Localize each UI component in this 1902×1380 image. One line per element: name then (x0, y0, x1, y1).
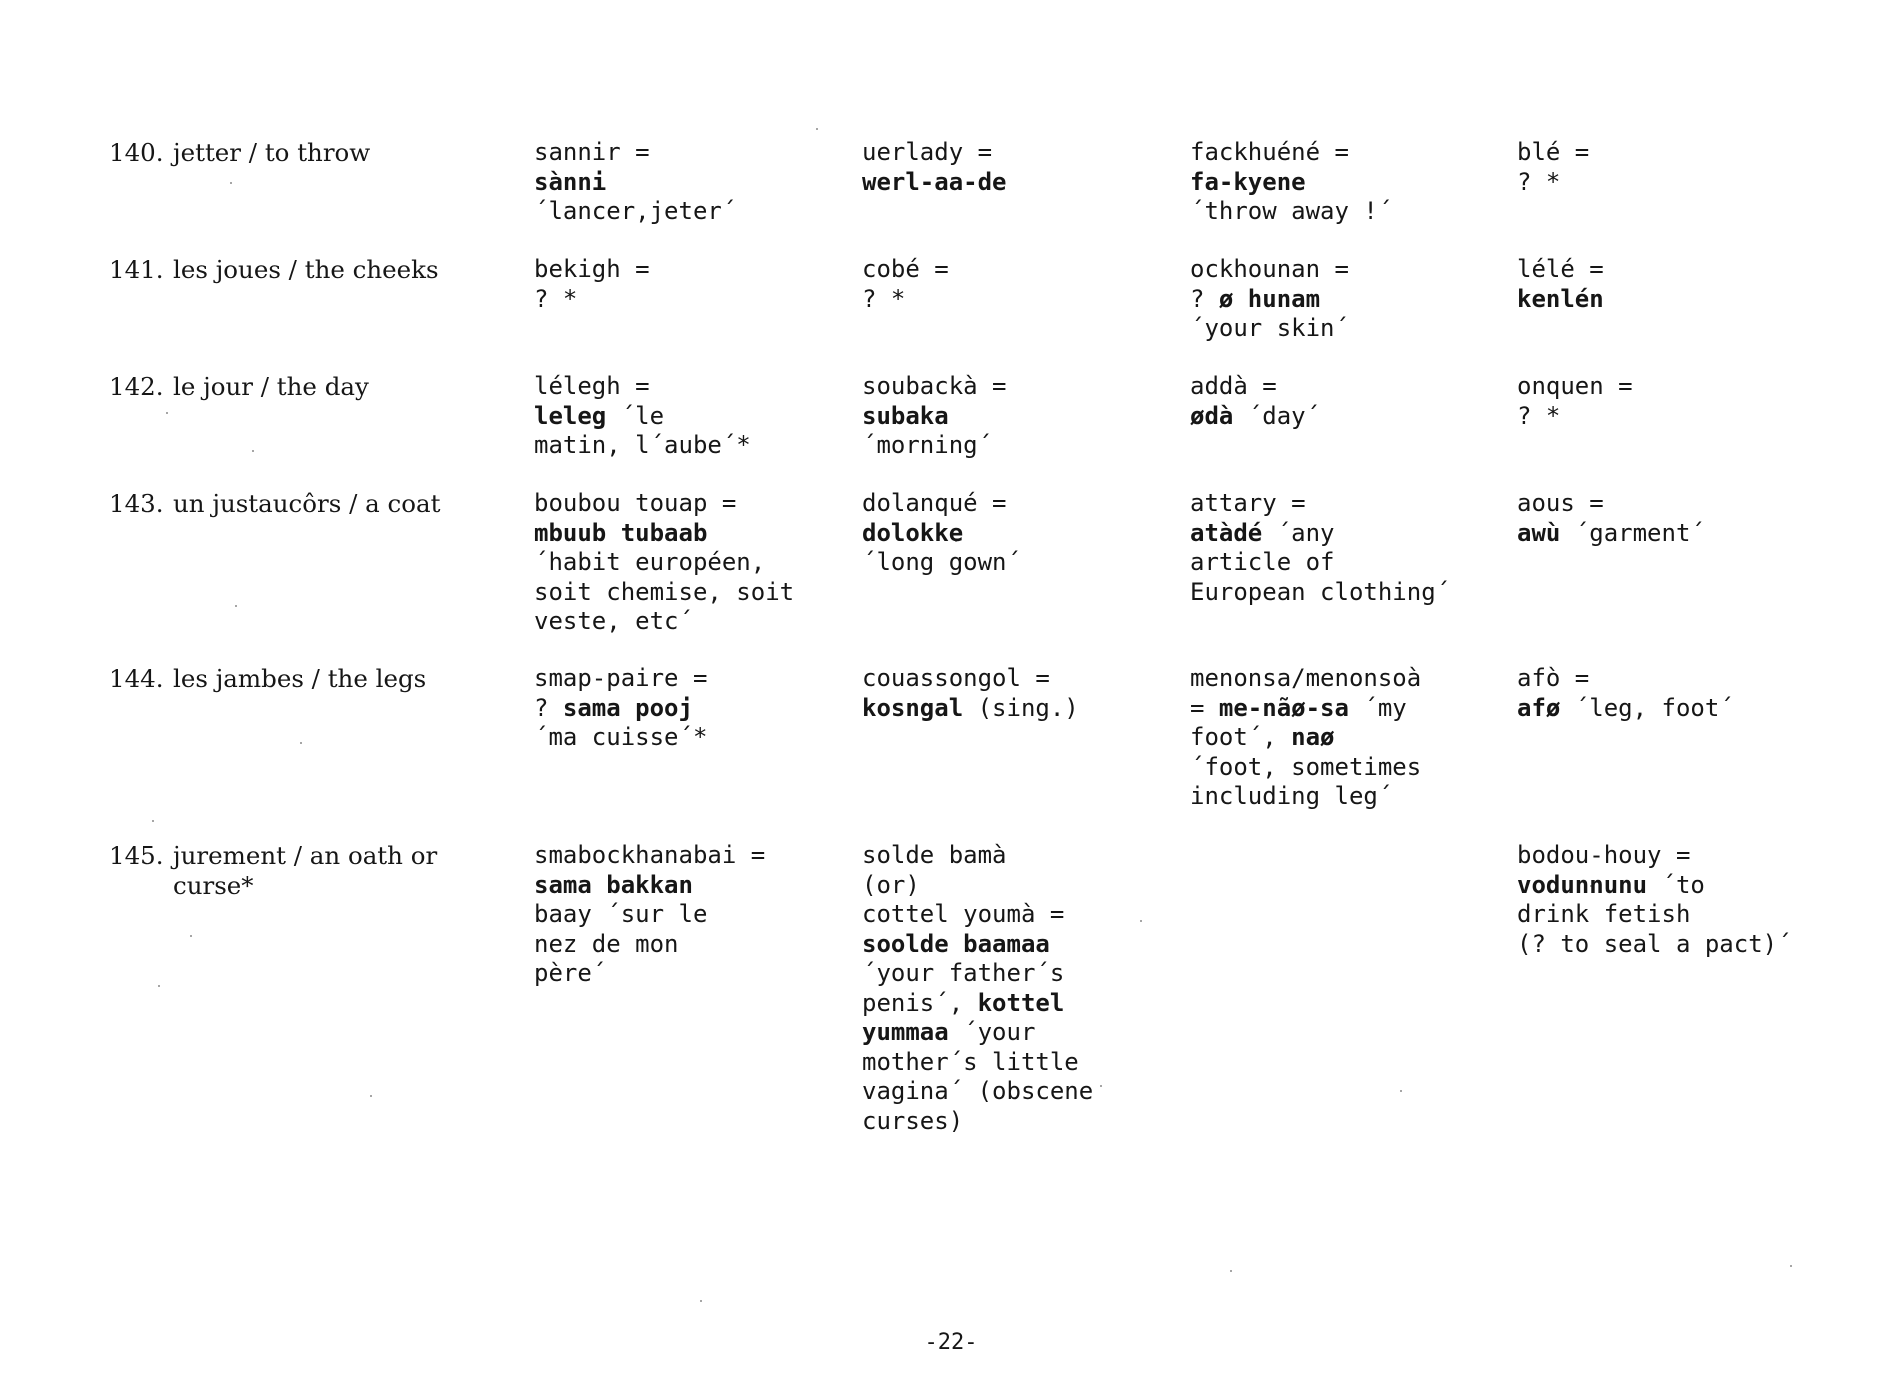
language-2-cell (862, 138, 1007, 197)
cell-text: ´ma cuisse´* (534, 723, 708, 751)
gloss-text: le jour / the day (173, 372, 369, 401)
cell-text: sannir = (534, 138, 650, 166)
cell-text: (? to seal a pact)´ (1517, 929, 1792, 958)
gloss-text: un justaucôrs / a coat (173, 489, 441, 518)
transcription-text: atàdé (1190, 518, 1263, 547)
entry-number: 145. (109, 841, 164, 870)
language-1-cell (534, 138, 736, 227)
language-1-cell (534, 372, 751, 461)
transcription-text: dolokke (862, 518, 964, 547)
cell-text: ´your father´s (862, 959, 1065, 987)
transcription-text: fa-kyene (1190, 167, 1306, 196)
cell-text: ´lancer,jeter´ (534, 197, 737, 225)
language-4-cell (1517, 664, 1734, 723)
cell-text: including leg´ (1190, 782, 1393, 810)
cell-text: ockhounan = (1190, 255, 1349, 283)
cell-text: solde bamà (862, 841, 1007, 869)
language-4-cell (1517, 372, 1633, 431)
language-4-cell (1517, 489, 1705, 548)
cell-text: (or) (862, 870, 920, 899)
cell-text: matin, l´aube´* (534, 431, 751, 459)
cell-text: article of (1190, 548, 1335, 576)
transcription-text: subaka (862, 401, 949, 430)
cell-text: couassongol = (862, 664, 1050, 692)
cell-text: cottel youmà = (862, 900, 1065, 928)
language-3-cell (1190, 372, 1320, 431)
gloss-cell (109, 489, 440, 519)
cell-text: ´le (606, 401, 665, 430)
cell-text: ? * (534, 284, 578, 313)
cell-text: ´my (1348, 693, 1407, 722)
gloss-cell (109, 372, 369, 402)
entry-number: 144. (109, 664, 164, 693)
cell-text: lélé = (1517, 255, 1604, 283)
cell-text: smap-paire = (534, 664, 708, 692)
gloss-text: les joues / the cheeks (173, 255, 439, 284)
cell-text: vagina´ (obscene (862, 1077, 1094, 1105)
transcription-text: afø (1517, 693, 1561, 722)
entry-number: 143. (109, 489, 164, 518)
gloss-text: les jambes / the legs (173, 664, 427, 693)
language-3-cell (1190, 138, 1392, 227)
transcription-text: sama bakkan (534, 870, 693, 899)
language-4-cell (1517, 138, 1589, 197)
cell-text: ´any (1262, 518, 1335, 547)
transcription-text: soolde baamaa (862, 929, 1050, 958)
cell-text: penis´, (862, 988, 978, 1017)
language-1-cell (534, 664, 707, 753)
language-1-cell (534, 255, 650, 314)
language-3-cell (1190, 664, 1421, 812)
cell-text: nez de mon (534, 929, 679, 958)
gloss-cell (109, 664, 426, 694)
language-2-cell (862, 255, 949, 314)
language-3-cell (1190, 255, 1349, 344)
language-3-cell (1190, 489, 1450, 607)
cell-text: curses) (862, 1106, 964, 1135)
cell-text: smabockhanabai = (534, 841, 766, 869)
transcription-text: ø hunam (1218, 284, 1321, 313)
transcription-text: me-nãø-sa (1218, 693, 1349, 722)
cell-text: ´foot, sometimes (1190, 752, 1422, 781)
gloss-cell (109, 255, 439, 285)
cell-text: fackhuéné = (1190, 138, 1349, 166)
cell-text: ? * (862, 284, 906, 313)
cell-text: dolanqué = (862, 489, 1007, 517)
cell-text: ? * (1517, 167, 1561, 196)
transcription-text: ødà (1190, 401, 1234, 430)
cell-text: ´garment´ (1560, 518, 1705, 547)
cell-text: ´your (948, 1018, 1036, 1046)
cell-text: foot´, (1190, 723, 1292, 751)
cell-text: menonsa/menonsoà (1190, 664, 1422, 692)
language-2-cell (862, 841, 1093, 1136)
cell-text: (sing.) (963, 693, 1079, 722)
cell-text: ´habit européen, (534, 548, 766, 576)
transcription-text: naø (1291, 723, 1335, 751)
cell-text: uerlady = (862, 138, 993, 166)
cell-text: ´leg, foot´ (1560, 693, 1734, 722)
language-1-cell (534, 489, 794, 637)
cell-text: onquen = (1517, 372, 1633, 400)
cell-text: boubou touap = (534, 489, 737, 517)
cell-text: lélegh = (534, 372, 650, 400)
gloss-cell (109, 841, 437, 900)
cell-text: European clothing´ (1190, 577, 1451, 606)
cell-text: soubackà = (862, 372, 1007, 400)
gloss-cell (109, 138, 370, 168)
cell-text: baay ´sur le (534, 900, 708, 928)
language-2-cell (862, 489, 1021, 578)
transcription-text: vodunnunu (1517, 870, 1648, 899)
transcription-text: sànni (534, 167, 607, 196)
entry-number: 142. (109, 372, 164, 401)
cell-text: ´throw away !´ (1190, 197, 1393, 225)
cell-text: = (1190, 693, 1219, 722)
transcription-text: yummaa (862, 1018, 949, 1046)
cell-text: veste, etc´ (534, 607, 693, 635)
transcription-text: sama pooj (562, 693, 693, 722)
cell-text: mother´s little (862, 1047, 1079, 1076)
cell-text: ´morning´ (862, 431, 993, 459)
transcription-text: kenlén (1517, 284, 1604, 313)
transcription-text: kottel (977, 988, 1065, 1017)
cell-text: drink fetish (1517, 900, 1691, 928)
entry-number: 141. (109, 255, 164, 284)
cell-text: ? * (1517, 401, 1561, 430)
cell-text: addà = (1190, 372, 1277, 400)
transcription-text: awù (1517, 518, 1561, 547)
cell-text: bekigh = (534, 255, 650, 283)
cell-text: blé = (1517, 138, 1590, 166)
cell-text: ´your skin´ (1190, 314, 1349, 342)
language-4-cell (1517, 841, 1792, 959)
transcription-text: werl-aa-de (862, 167, 1007, 196)
entry-number: 140. (109, 138, 164, 167)
language-2-cell (862, 372, 1007, 461)
cell-text: soit chemise, soit (534, 577, 795, 606)
language-4-cell (1517, 255, 1604, 314)
cell-text: cobé = (862, 255, 949, 283)
language-2-cell (862, 664, 1079, 723)
cell-text: ? (534, 693, 563, 722)
cell-text: bodou-houy = (1517, 841, 1691, 869)
gloss-text: jetter / to throw (173, 138, 371, 167)
gloss-text: jurement / an oath or (173, 841, 438, 870)
page-number: -22- (924, 1330, 978, 1355)
transcription-text: kosngal (862, 693, 964, 722)
transcription-text: leleg (534, 401, 607, 430)
cell-text: attary = (1190, 489, 1306, 517)
cell-text: aous = (1517, 489, 1604, 517)
cell-text: ´day´ (1233, 401, 1321, 430)
language-1-cell (534, 841, 765, 989)
transcription-text: mbuub tubaab (534, 518, 708, 547)
cell-text: ´to (1647, 870, 1705, 899)
cell-text: ´long gown´ (862, 548, 1021, 576)
gloss-text: curse* (173, 870, 254, 900)
cell-text: ? (1190, 284, 1219, 313)
cell-text: afò = (1517, 664, 1590, 692)
cell-text: père´ (534, 959, 607, 987)
